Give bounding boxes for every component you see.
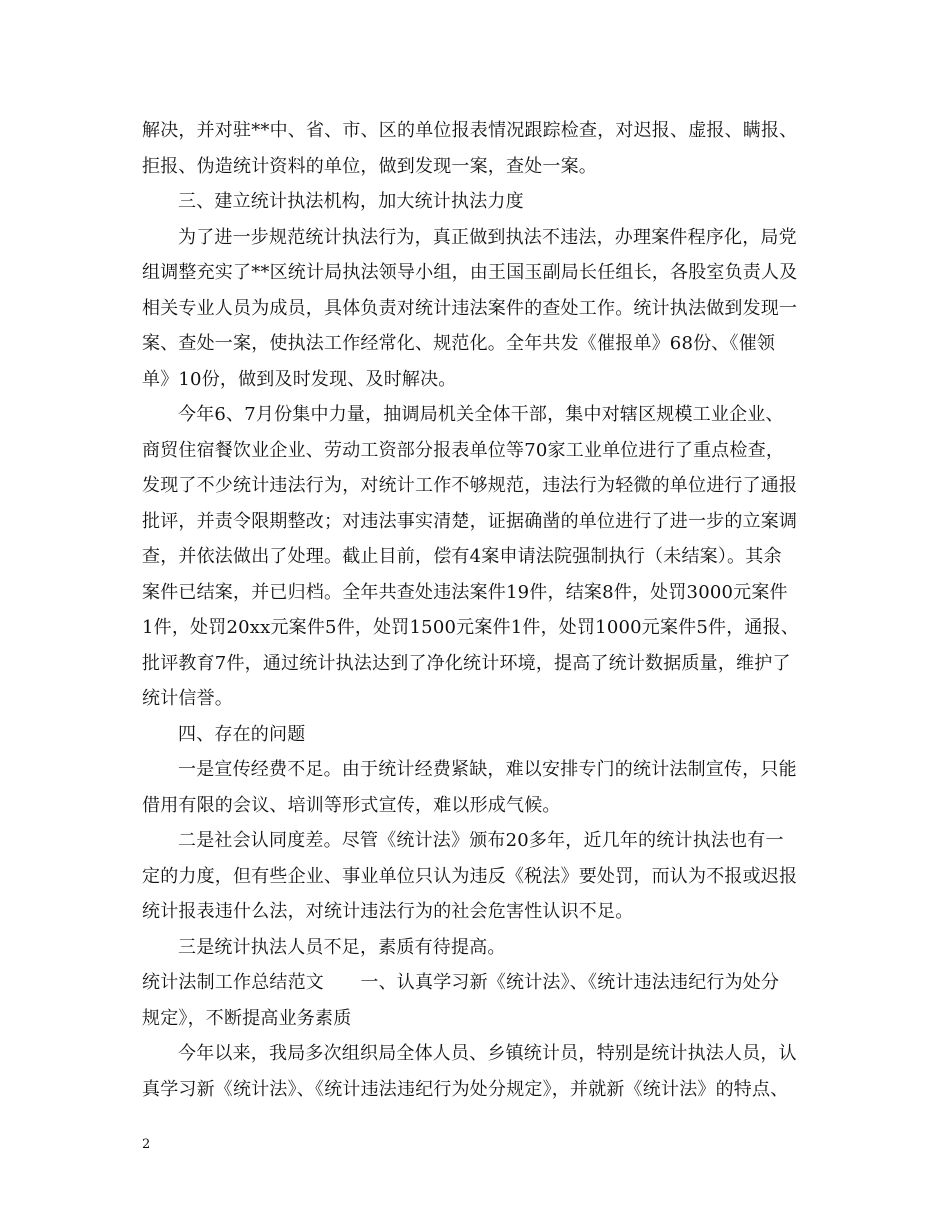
text-line: 一是宣传经费不足。由于统计经费紧缺，难以安排专门的统计法制宣传，只能 xyxy=(178,759,797,780)
text-line: 相关专业人员为成员，具体负责对统计违法案件的查处工作。统计执法做到发现一 xyxy=(142,297,798,319)
text-line: 解决，并对驻**中、省、市、区的单位报表情况跟踪检查，对迟报、虚报、瞒报、 xyxy=(142,120,798,141)
text-line: 为了进一步规范统计执法行为，真正做到执法不违法，办理案件程序化，局党 xyxy=(178,226,797,248)
text-line: 统计法制工作总结范文 一、认真学习新《统计法》、《统计违法违纪行为处分 xyxy=(142,972,780,993)
text-line: 统计信誉。 xyxy=(142,688,233,709)
page-number: 2 xyxy=(142,1137,151,1152)
text-line: 发现了不少统计违法行为，对统计工作不够规范，违法行为轻微的单位进行了通报 xyxy=(142,475,798,496)
text-line: 二是社会认同度差。尽管《统计法》颁布20多年，近几年的统计执法也有一 xyxy=(178,830,784,851)
text-line: 案件已结案，并已归档。全年共查处违法案件19件，结案8件，处罚3000元案件 xyxy=(142,581,788,603)
text-line: 单》10份，做到及时发现、及时解决。 xyxy=(142,368,457,390)
text-line: 定的力度，但有些企业、事业单位只认为违反《税法》要处罚，而认为不报或迟报 xyxy=(142,865,798,887)
document-body xyxy=(142,113,814,1107)
text-line: 商贸住宿餐饮业企业、劳动工资部分报表单位等70家工业单位进行了重点检查， xyxy=(142,439,785,461)
text-line: 今年6、7月份集中力量，抽调局机关全体干部，集中对辖区规模工业企业、 xyxy=(178,404,784,425)
text-line: 案、查处一案，使执法工作经常化、规范化。全年共发《催报单》68份、《催领 xyxy=(142,333,776,354)
text-line: 查，并依法做出了处理。截止目前，偿有4案申请法院强制执行（未结案）。其余 xyxy=(142,546,782,567)
text-line: 真学习新《统计法》、《统计违法违纪行为处分规定》，并就新《统计法》的特点、 xyxy=(142,1078,789,1100)
text-line: 借用有限的会议、培训等形式宣传，难以形成气候。 xyxy=(142,794,561,816)
text-line: 今年以来，我局多次组织局全体人员、乡镇统计员，特别是统计执法人员，认 xyxy=(178,1043,797,1064)
text-line: 批评，并责令限期整改；对违法事实清楚，证据确凿的单位进行了进一步的立案调 xyxy=(142,510,798,532)
text-line: 拒报、伪造统计资料的单位，做到发现一案，查处一案。 xyxy=(142,155,597,177)
text-line: 1件，处罚20xx元案件5件，处罚1500元案件1件，处罚1000元案件5件，通报、 xyxy=(142,617,800,638)
text-line: 统计报表违什么法，对统计违法行为的社会危害性认识不足。 xyxy=(142,901,634,922)
text-line: 组调整充实了**区统计局执法领导小组，由王国玉副局长任组长，各股室负责人及 xyxy=(142,262,798,283)
text-line: 四、存在的问题 xyxy=(178,723,306,745)
text-line: 三是统计执法人员不足，素质有待提高。 xyxy=(178,936,506,958)
text-line: 三、建立统计执法机构，加大统计执法力度 xyxy=(178,191,524,212)
text-line: 规定》，不断提高业务素质 xyxy=(142,1007,352,1029)
text-line: 批评教育7件，通过统计执法达到了净化统计环境，提高了统计数据质量，维护了 xyxy=(142,652,791,674)
